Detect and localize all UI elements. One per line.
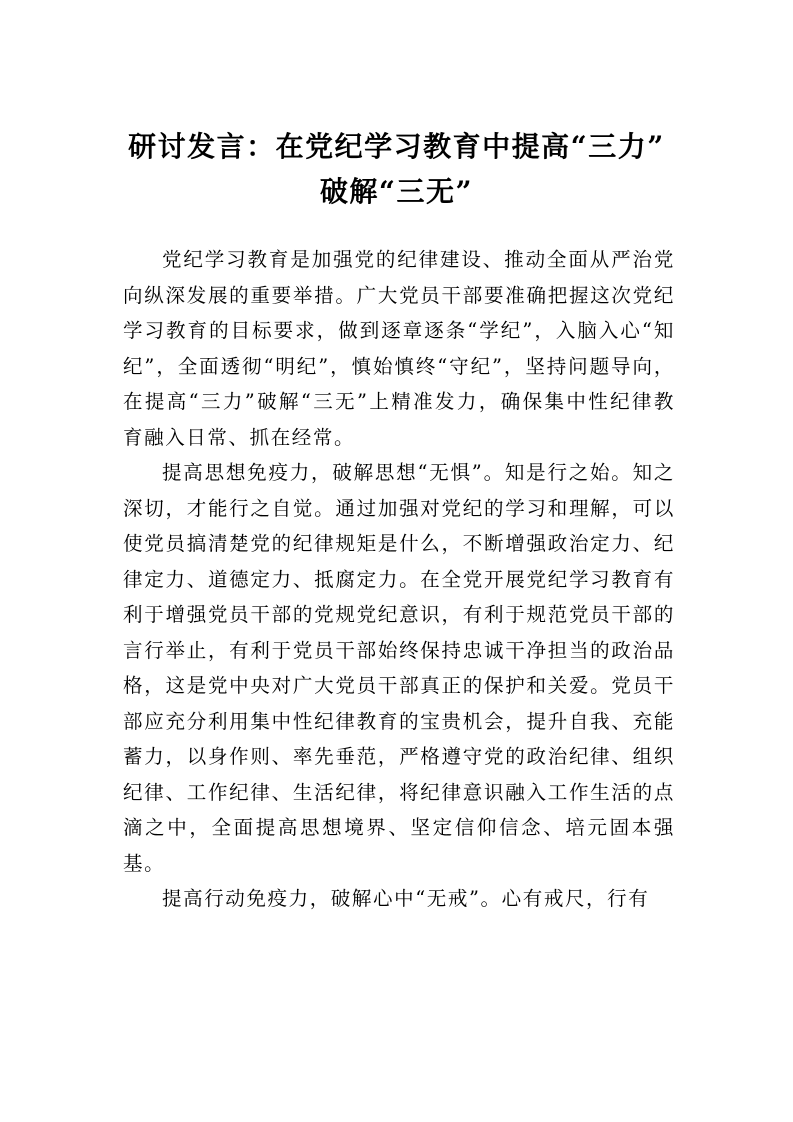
paragraph-thought-immunity: 提高思想免疫力，破解思想“无惧”。知是行之始。知之深切，才能行之自觉。通过加强对党纪的学习和理解，可以使党员搞清楚党的纪律规矩是什么，不断增强政治定力、纪律定力、道德定力、抵腐定力。在全党开展党纪学习教育有利于增强党员干部的党规党纪意识，有利于规范党员干部的言行举止，有利于党员干部始终保持忠诚干净担当的政治品格，这是党中央对广大党员干部真正的保护和关爱。党员干部应充分利用集中性纪律教育的宝贵机会，提升自我、充能蓄力，以身作则、率先垂范，严格遵守党的政治纪律、组织纪律、工作纪律、生活纪律，将纪律意识融入工作生活的点滴之中，全面提高思想境界、坚定信仰信念、培元固本强基。 bbox=[123, 461, 675, 875]
title-line-1: 研讨发言：在党纪学习教育中提高“三力” bbox=[128, 130, 665, 163]
title-line-2: 破解“三无” bbox=[319, 175, 474, 208]
paragraph-intro: 党纪学习教育是加强党的纪律建设、推动全面从严治党向纵深发展的重要举措。广大党员干部要准确把握这次党纪学习教育的目标要求，做到逐章逐条“学纪”，入脑入心“知纪”，全面透彻“明纪”，慎始慎终“守纪”，坚持问题导向，在提高“三力”破解“三无”上精准发力，确保集中性纪律教育融入日常、抓在经常。 bbox=[123, 248, 675, 449]
document-body bbox=[123, 242, 675, 917]
document-title bbox=[110, 124, 683, 214]
paragraph-action-immunity: 提高行动免疫力，破解心中“无戒”。心有戒尺，行有 bbox=[162, 887, 650, 910]
